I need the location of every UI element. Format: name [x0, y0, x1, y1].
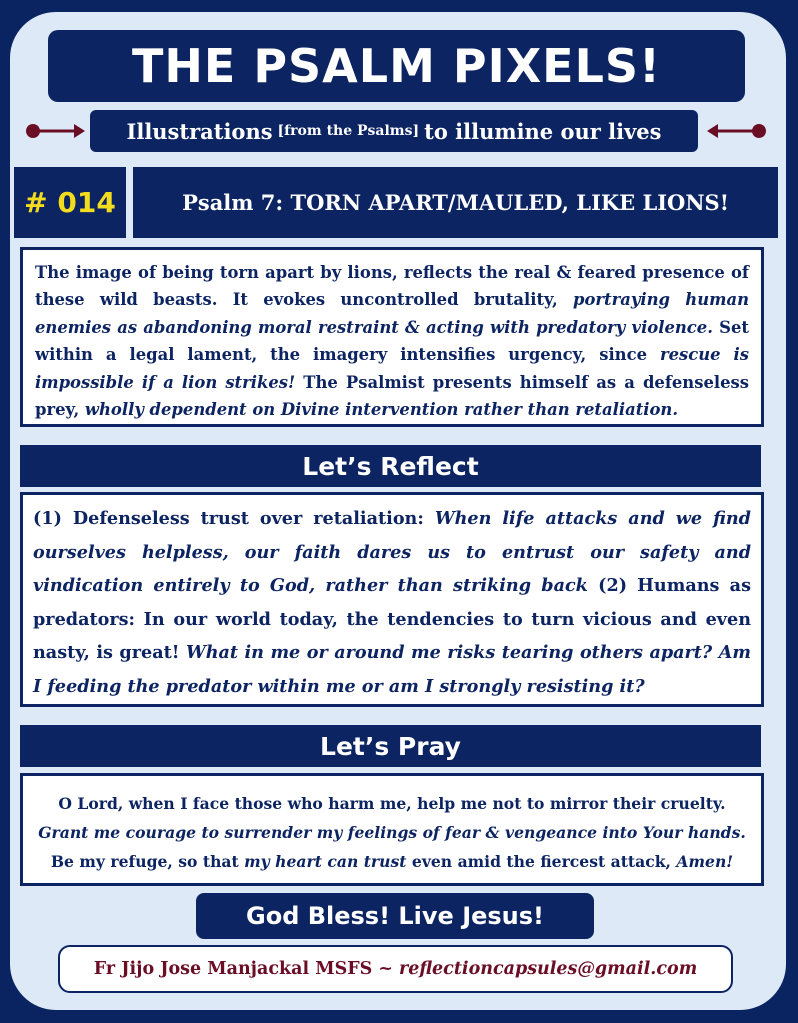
subtitle-before: Illustrations — [126, 118, 273, 144]
reflect-p1-text: When life attacks and we find ourselves helpless, our faith dares us to entrust our safety and vindication entirely to God, rather than striking back — [33, 508, 751, 597]
reflect-p1-label: (1) Defenseless trust over retaliation: — [33, 508, 424, 529]
footer-credit — [58, 945, 733, 993]
prayer-line-3a: Be my refuge, so that — [50, 852, 239, 871]
arrow-left-icon — [706, 122, 768, 140]
intro-text — [20, 247, 764, 427]
arrow-right-icon — [24, 122, 86, 140]
intro-s1: The image of being torn apart by lions, reflects the real & feared presence of these wild beasts. It evokes uncontrolled brutality, — [35, 263, 749, 310]
pray-heading: Let’s Pray — [20, 725, 761, 767]
footer-separator: ~ — [378, 959, 393, 979]
intro-s5: The Psalmist presents himself as a defenseless prey, — [35, 372, 749, 420]
psalm-heading: Psalm 7: TORN APART/MAULED, LIKE LIONS! — [133, 167, 778, 238]
intro-s2: portraying human enemies as abandoning moral restraint & acting with predatory violence. — [35, 290, 749, 337]
subtitle-after: to illumine our lives — [424, 118, 662, 144]
blessing-banner: God Bless! Live Jesus! — [196, 893, 594, 939]
author-email-link[interactable]: reflectioncapsules@gmail.com — [398, 959, 698, 979]
reflect-p2-label: (2) Humans as predators: In our world today, the tendencies to turn vicious and even nasty, is great! — [33, 575, 751, 664]
prayer-line-3c: even amid the fiercest attack, — [411, 852, 671, 871]
prayer-line-2: Grant me courage to surrender my feelings of fear & vengeance into Your hands. — [38, 823, 746, 842]
prayer-text — [20, 773, 764, 886]
subtitle-bracket: [from the Psalms] — [277, 123, 420, 139]
prayer-line-1: O Lord, when I face those who harm me, help me not to mirror their cruelty. — [58, 794, 726, 813]
intro-s6: wholly dependent on Divine intervention rather than retaliation. — [84, 400, 679, 420]
page-title: THE PSALM PIXELS! — [48, 30, 745, 102]
prayer-line-3b: my heart can trust — [244, 852, 407, 871]
reflect-text — [20, 492, 764, 707]
intro-s4: rescue is impossible if a lion strikes! — [35, 345, 749, 392]
issue-number: # 014 — [14, 167, 126, 238]
intro-s3: Set within a legal lament, the imagery intensifies urgency, since — [35, 317, 749, 365]
prayer-line-3d: Amen! — [676, 852, 734, 871]
reflect-heading: Let’s Reflect — [20, 445, 761, 487]
subtitle — [90, 110, 698, 152]
author-name: Fr Jijo Jose Manjackal MSFS — [93, 959, 373, 979]
reflect-p2-text: What in me or around me risks tearing others apart? Am I feeding the predator within me or am I strongly resisting it? — [33, 642, 751, 697]
